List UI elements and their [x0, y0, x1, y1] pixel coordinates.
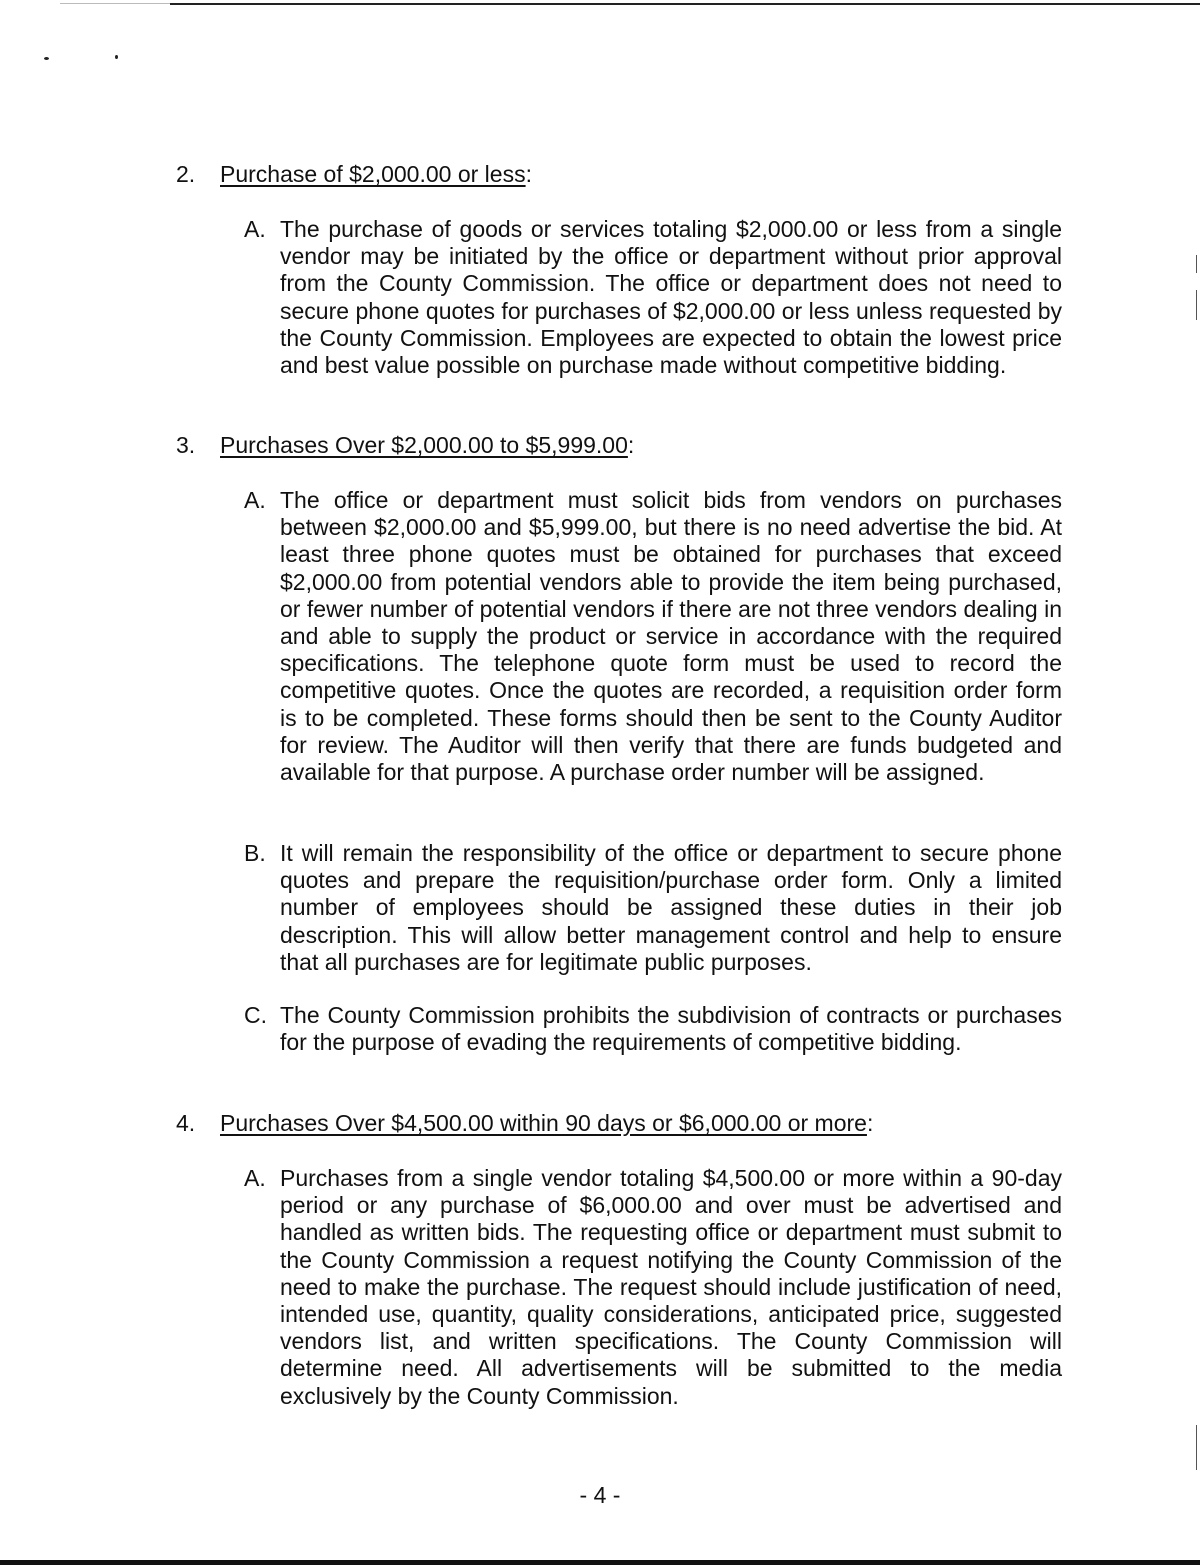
item-text: The office or department must solicit bids from vendors on purchases between $2,000.00 and $5,999.00, but there is no need advertise the bid. At least three phone quotes must be obtained for purchases that exceed $2,000.00 from potential vendors able to provide the item being purchased, or fewer number of potential vendors if there are not three vendors dealing in and able to supply the product or service in accordance with the required specifications. The telephone quote form must be used to record the competitive quotes. Once the quotes are recorded, a requisition order form is to be completed. These forms should then be sent to the County Auditor for review. The Auditor will then verify that there are funds budgeted and available for that purpose. A purchase order number will be assigned.: [280, 487, 1062, 786]
margin-mark: [1196, 1425, 1197, 1470]
item-text: It will remain the responsibility of the office or department to secure phone quotes and prepare the requisition/purchase order form. Only a limited number of employees should be assigned these duties in their job description. This will allow better management control and help to ensure that all purchases are for legitimate public purposes.: [280, 840, 1062, 975]
section-number: 2.: [176, 161, 196, 187]
list-item: [244, 840, 1062, 976]
section-colon: :: [525, 161, 532, 187]
margin-mark: [1196, 255, 1197, 273]
top-border-line: [170, 3, 1200, 5]
section-colon: :: [866, 1110, 874, 1136]
scan-speck: [115, 55, 118, 59]
section-heading: [176, 432, 1066, 459]
list-item: [244, 487, 1062, 786]
item-text: The purchase of goods or services totaling $2,000.00 or less from a single vendor may be initiated by the office or department without prior approval from the County Commission. The office or department does not need to secure phone quotes for purchases of $2,000.00 or less unless requested by the County Commission. Employees are expected to obtain the lowest price and best value possible on purchase made without competitive bidding.: [280, 216, 1062, 379]
list-item: [244, 1165, 1062, 1410]
section-heading: [176, 161, 1066, 188]
bottom-border-line: [0, 1560, 1200, 1565]
section-heading: [176, 1110, 1066, 1137]
section-colon: :: [627, 432, 635, 458]
section-title: Purchases Over $2,000.00 to $5,999.00: [220, 432, 628, 458]
section-number: 4.: [176, 1110, 196, 1136]
list-item: [244, 216, 1062, 379]
item-text: The County Commission prohibits the subdivision of contracts or purchases for the purpose of evading the requirements of competitive bidding.: [280, 1002, 1062, 1056]
margin-mark: [1196, 290, 1197, 320]
scan-edge-line: [60, 3, 170, 4]
page-number: - 4 -: [579, 1482, 621, 1508]
section-title: Purchase of $2,000.00 or less: [220, 161, 526, 187]
scan-speck: [44, 57, 49, 60]
list-item: [244, 1002, 1062, 1056]
section-number: 3.: [176, 432, 196, 458]
item-letter: B.: [244, 840, 266, 866]
item-text: Purchases from a single vendor totaling $4,500.00 or more within a 90-day period or any purchase of $6,000.00 and over must be advertised and handled as written bids. The requesting office or department must submit to the County Commission a request notifying the County Commission of the need to make the purchase. The request should include justification of need, intended use, quantity, quality considerations, anticipated price, suggested vendors list, and written specifications. The County Commission will determine need. All advertisements will be submitted to the media exclusively by the County Commission.: [280, 1165, 1062, 1409]
section-title: Purchases Over $4,500.00 within 90 days or $6,000.00 or more: [220, 1110, 867, 1136]
item-letter: A.: [244, 487, 266, 513]
item-letter: A.: [244, 1165, 266, 1191]
item-letter: A.: [244, 216, 266, 242]
item-letter: C.: [244, 1002, 267, 1028]
